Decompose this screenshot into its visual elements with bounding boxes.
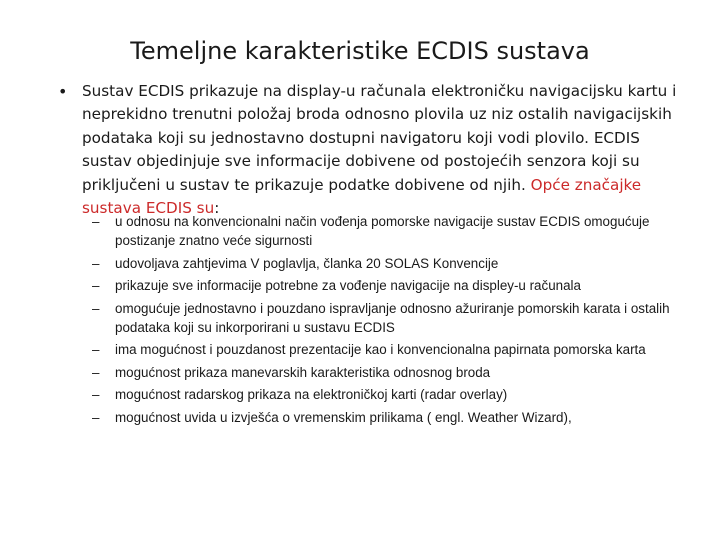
sub-bullet-item bbox=[92, 212, 672, 250]
sub-bullet-text: ima mogućnost i pouzdanost prezentacije kao i konvencionalna papirnata pomorska karta bbox=[115, 342, 646, 357]
sub-bullet-text: prikazuje sve informacije potrebne za vođenje navigacije na displey-u računala bbox=[115, 278, 581, 293]
sub-bullet-text: mogućnost radarskog prikaza na elektroničkoj karti (radar overlay) bbox=[115, 387, 508, 402]
main-bullet-highlight: Opće značajke sustava ECDIS su bbox=[82, 175, 642, 218]
sub-bullet-text: mogućnost uvida u izvješća o vremenskim prilikama ( engl. Weather Wizard), bbox=[115, 409, 572, 425]
dash-icon: – bbox=[92, 387, 100, 402]
sub-bullet-item bbox=[92, 254, 672, 273]
sub-bullet-item bbox=[92, 299, 672, 337]
sub-bullet-item bbox=[92, 408, 672, 427]
dash-icon: – bbox=[92, 364, 100, 380]
dash-icon: – bbox=[92, 278, 100, 293]
main-bullet-text bbox=[82, 80, 682, 220]
sub-bullet-item bbox=[92, 340, 672, 359]
main-bullet-body: Sustav ECDIS prikazuje na display-u računala elektroničku navigacijsku kartu i neprekidno trenutni položaj broda odnosno plovila uz niz ostalih navigacijskih podataka koji su jednostavno dostupni navigatoru koji vodi plovilo. ECDIS sustav objedinjuje sve informacije dobivene od postojećih senzora koji su priključeni u sustav te prikazuje podatke dobivene od njih. bbox=[82, 82, 677, 194]
sub-bullet-text: mogućnost prikaza manevarskih karakteristika odnosnog broda bbox=[115, 364, 491, 380]
dash-icon: – bbox=[92, 214, 100, 229]
sub-bullet-text: u odnosu na konvencionalni način vođenja pomorske navigacije sustav ECDIS omogućuje postizanje znatno veće sigurnosti bbox=[115, 214, 650, 248]
dash-icon: – bbox=[92, 342, 100, 357]
sub-bullet-text: omogućuje jednostavno i pouzdano ispravljanje odnosno ažuriranje pomorskih karata i ostalih podataka koji su inkorporirani u sustavu ECDIS bbox=[115, 300, 670, 335]
dash-icon: – bbox=[92, 300, 100, 316]
sub-bullet-list bbox=[92, 212, 672, 430]
slide-title: Temeljne karakteristike ECDIS sustava bbox=[130, 37, 590, 65]
sub-bullet-item bbox=[92, 385, 672, 404]
dash-icon: – bbox=[92, 255, 100, 271]
sub-bullet-item bbox=[92, 276, 672, 295]
main-bullet-suffix: : bbox=[214, 199, 220, 218]
sub-bullet-item bbox=[92, 363, 672, 382]
dash-icon: – bbox=[92, 409, 100, 425]
sub-bullet-text: udovoljava zahtjevima V poglavlja, članka 20 SOLAS Konvencije bbox=[115, 255, 499, 271]
bullet-dot-icon: • bbox=[58, 82, 68, 101]
